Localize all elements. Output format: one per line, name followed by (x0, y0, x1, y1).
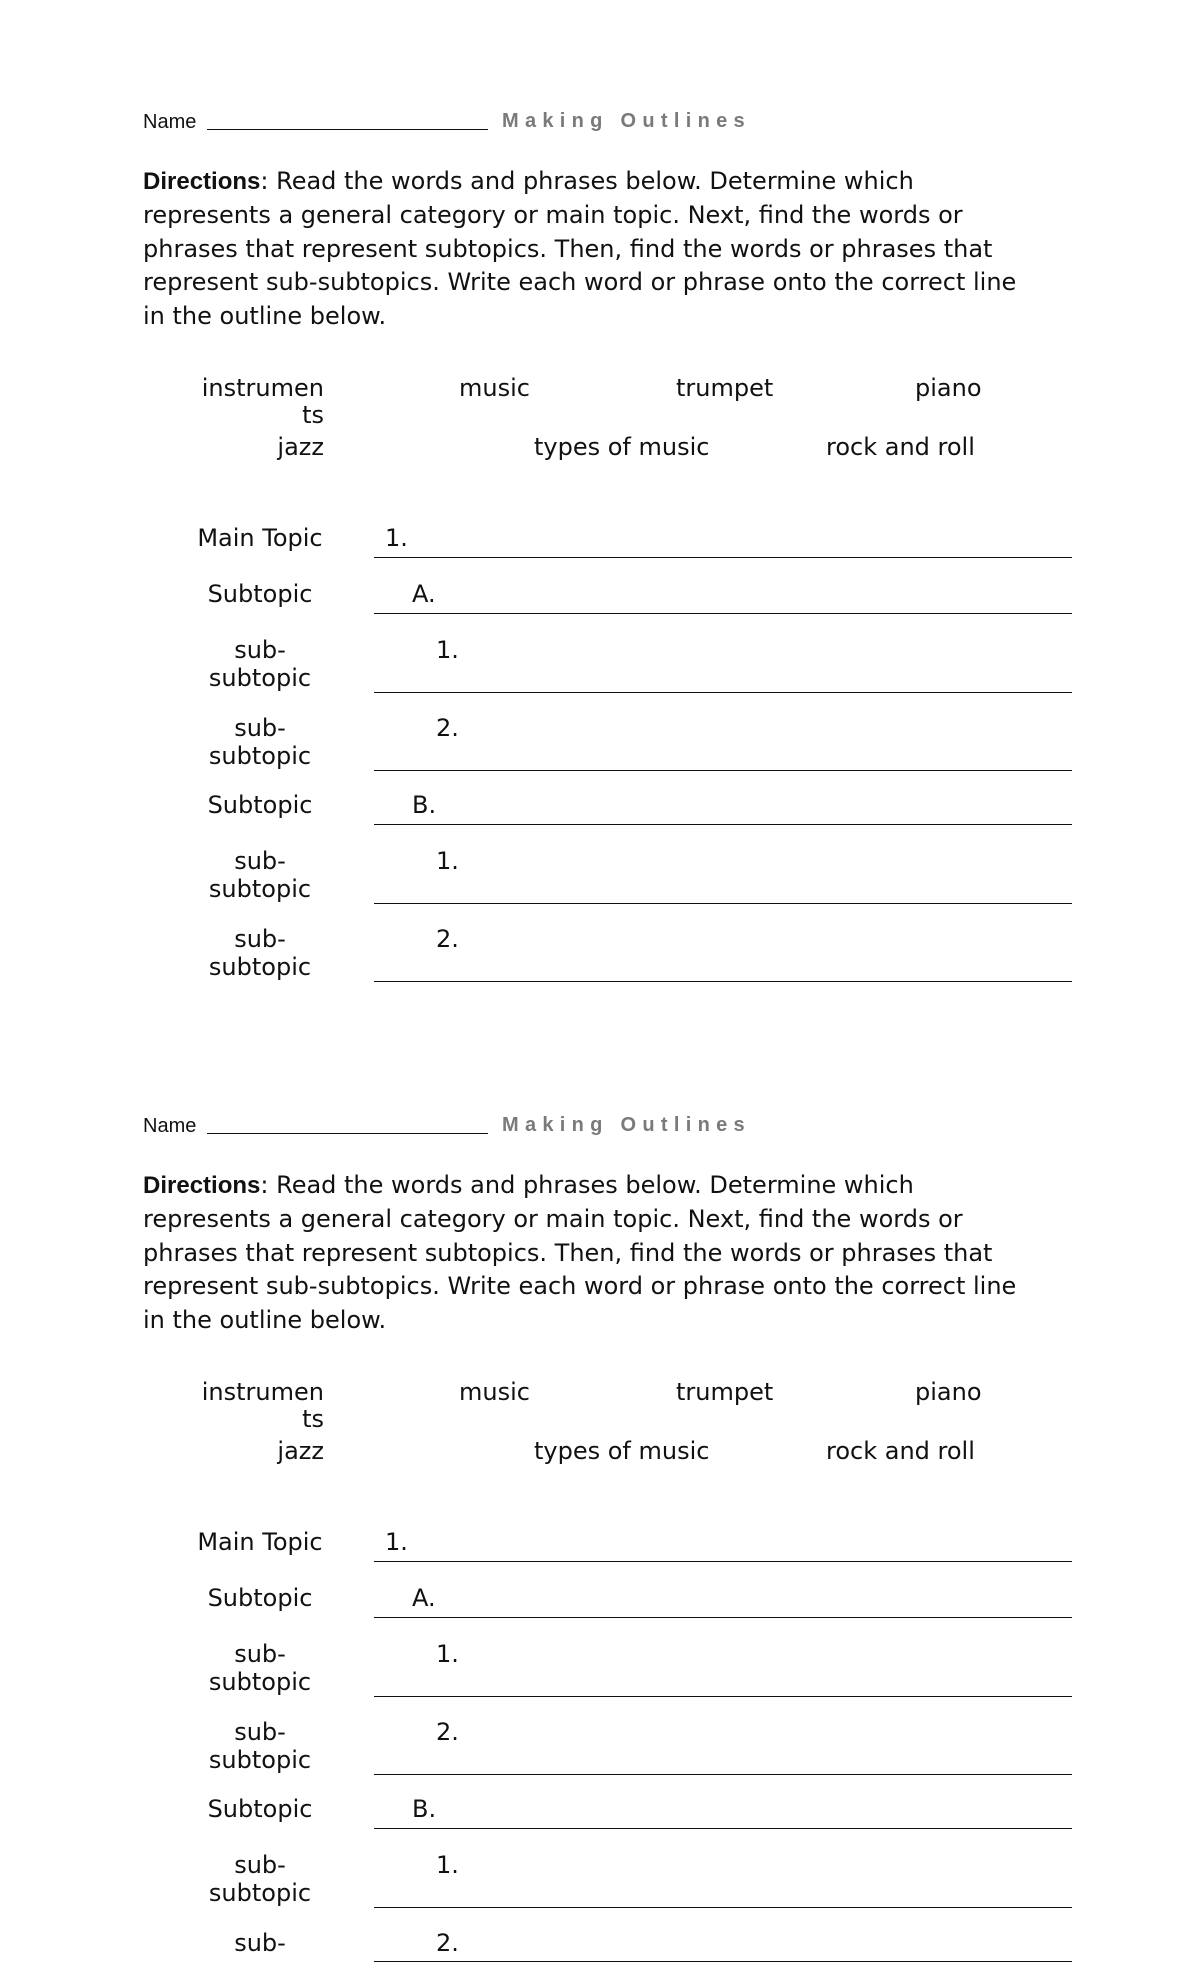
outline-row-marker: 2. (436, 925, 459, 953)
outline-row-marker: 1. (385, 1528, 408, 1556)
worksheet-title: Making Outlines (502, 1114, 751, 1136)
answer-line[interactable] (374, 1774, 1072, 1775)
outline-row-label: sub- subtopic (208, 1851, 312, 1907)
word-bank-item: rock and roll (826, 433, 975, 461)
word-bank-item: types of music (534, 1437, 710, 1465)
outline-row-label: Subtopic (207, 1795, 313, 1823)
word-bank-item: music (459, 1378, 530, 1406)
name-input-line[interactable] (207, 1133, 488, 1134)
outline-row-marker: A. (412, 580, 436, 608)
answer-line[interactable] (374, 1561, 1072, 1562)
answer-line[interactable] (374, 1617, 1072, 1618)
outline-row-marker: 2. (436, 714, 459, 742)
outline-row-marker: 1. (436, 1851, 459, 1879)
outline-row-label: sub- subtopic (208, 714, 312, 770)
word-bank-item: piano (915, 1378, 982, 1406)
answer-line[interactable] (374, 1907, 1072, 1908)
word-bank-item: instrumen ts (201, 1378, 324, 1433)
answer-line[interactable] (374, 692, 1072, 693)
directions-label: Directions (143, 168, 261, 195)
outline-row-label: Subtopic (207, 1584, 313, 1612)
outline-row-marker: 1. (385, 524, 408, 552)
word-bank-item: rock and roll (826, 1437, 975, 1465)
answer-line[interactable] (374, 981, 1072, 982)
directions (143, 165, 1035, 334)
directions-text: : Read the words and phrases below. Determine which represents a general category or main topic. Next, find the words or phrases that represent subtopics. Then, find the words or phrases that represent sub-subtopics. Write each word or phrase onto the correct line in the outline below. (143, 1171, 1017, 1335)
directions-label: Directions (143, 1172, 261, 1199)
word-bank-item: trumpet (676, 374, 774, 402)
directions (143, 1169, 1035, 1338)
outline-row-label: Subtopic (207, 791, 313, 819)
word-bank-item: music (459, 374, 530, 402)
answer-line[interactable] (374, 824, 1072, 825)
outline-row-marker: A. (412, 1584, 436, 1612)
outline-row-label: sub- subtopic (208, 1640, 312, 1696)
answer-line[interactable] (374, 557, 1072, 558)
answer-line[interactable] (374, 613, 1072, 614)
outline-row-label: sub- subtopic (208, 1718, 312, 1774)
answer-line[interactable] (374, 1696, 1072, 1697)
outline-row-marker: 1. (436, 636, 459, 664)
outline-row-marker: B. (412, 1795, 437, 1823)
name-label: Name (143, 1115, 197, 1137)
outline-row-marker: 1. (436, 847, 459, 875)
word-bank-item: types of music (534, 433, 710, 461)
outline-row-marker: 2. (436, 1929, 459, 1957)
outline-row-label: sub- subtopic (208, 636, 312, 692)
worksheet-title: Making Outlines (502, 110, 751, 132)
outline-row-label: sub- subtopic (208, 847, 312, 903)
outline-row-label: sub- (234, 1929, 286, 1957)
name-label: Name (143, 111, 197, 133)
outline-row-marker: 1. (436, 1640, 459, 1668)
answer-line[interactable] (374, 770, 1072, 771)
outline-row-label: Main Topic (197, 1528, 323, 1556)
outline-row-label: Subtopic (207, 580, 313, 608)
answer-line[interactable] (374, 903, 1072, 904)
directions-text: : Read the words and phrases below. Determine which represents a general category or main topic. Next, find the words or phrases that represent subtopics. Then, find the words or phrases that represent sub-subtopics. Write each word or phrase onto the correct line in the outline below. (143, 167, 1017, 331)
word-bank-item: instrumen ts (201, 374, 324, 429)
word-bank-item: jazz (277, 1437, 324, 1465)
word-bank-item: piano (915, 374, 982, 402)
answer-line[interactable] (374, 1961, 1072, 1962)
outline-row-label: Main Topic (197, 524, 323, 552)
outline-row-marker: 2. (436, 1718, 459, 1746)
name-input-line[interactable] (207, 129, 488, 130)
word-bank-item: jazz (277, 433, 324, 461)
answer-line[interactable] (374, 1828, 1072, 1829)
outline-row-marker: B. (412, 791, 437, 819)
word-bank-item: trumpet (676, 1378, 774, 1406)
outline-row-label: sub- subtopic (208, 925, 312, 981)
